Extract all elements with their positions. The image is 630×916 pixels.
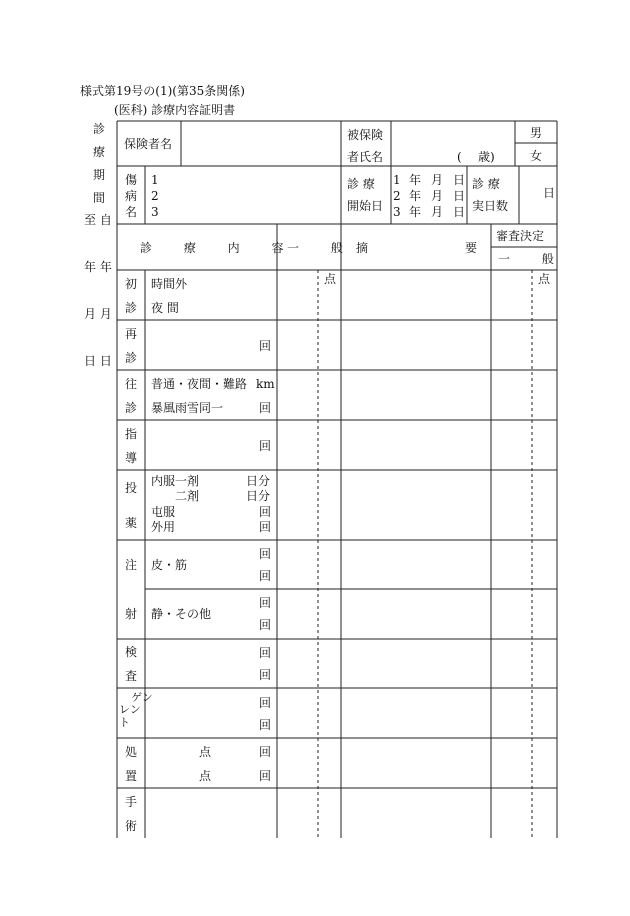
actual-days-unit: 日 — [543, 186, 556, 200]
touyaku-external-unit: 回 — [259, 520, 272, 534]
shido-unit: 回 — [259, 439, 272, 453]
female-label: 女 — [530, 149, 543, 163]
shujutsu-char-1: 手 — [125, 795, 138, 809]
shochi-char-1: 処 — [125, 745, 138, 759]
form-subtitle: (医科) 診療内容証明書 — [114, 103, 236, 117]
header-summary-1: 摘 — [356, 241, 369, 255]
oushin-line-1: 普通・夜間・難路 — [151, 377, 248, 391]
start-row-1-year: 年 — [409, 173, 422, 187]
period-char-2: 療 — [93, 145, 106, 159]
disease-num-3: 3 — [151, 205, 159, 219]
age-close: 歳) — [478, 150, 495, 164]
xray-char-1: レン — [119, 703, 141, 716]
shido-char-1: 指 — [125, 427, 138, 441]
kensa-char-2: 査 — [125, 669, 138, 683]
oushin-km: km — [256, 377, 275, 391]
period-month: 月 月 — [84, 307, 112, 321]
xray-char-1b: ト — [119, 716, 130, 729]
start-row-1-month: 月 — [431, 173, 444, 187]
shochi-point-1: 点 — [199, 745, 212, 759]
shochi-unit-2: 回 — [259, 769, 272, 783]
start-row-1-num: 1 — [393, 173, 401, 187]
touyaku-oral-2: 二剤 — [175, 489, 200, 503]
shochi-char-2: 置 — [125, 769, 138, 783]
oushin-char-2: 診 — [125, 401, 138, 415]
oushin-char-1: 往 — [125, 377, 138, 391]
actual-days-label-1: 診 療 — [472, 177, 500, 191]
period-char-4: 間 — [93, 191, 106, 205]
saishin-char-1: 再 — [125, 327, 138, 341]
chusha-unit-2: 回 — [259, 569, 272, 583]
shochi-point-2: 点 — [199, 769, 212, 783]
touyaku-oral-2-unit: 日分 — [246, 489, 271, 503]
kensa-char-1: 検 — [125, 645, 138, 659]
chusha-unit-4: 回 — [259, 618, 272, 632]
chusha-unit-3: 回 — [259, 596, 272, 610]
chusha-char-1: 注 — [125, 558, 138, 572]
period-char-1: 診 — [93, 122, 106, 136]
touyaku-tonpuku: 屯服 — [151, 505, 176, 519]
touyaku-oral-1: 内服一剤 — [151, 474, 200, 488]
header-general: 一 般 — [287, 241, 357, 255]
chusha-intravenous: 静・その他 — [151, 607, 212, 621]
xray-unit-1: 回 — [259, 696, 272, 710]
start-row-3-month: 月 — [431, 205, 444, 219]
male-label: 男 — [530, 126, 543, 140]
shochi-unit-1: 回 — [259, 745, 272, 759]
saishin-char-2: 診 — [125, 351, 138, 365]
insured-label-2: 者氏名 — [347, 150, 384, 164]
start-row-2-num: 2 — [393, 189, 401, 203]
xray-unit-2: 回 — [259, 718, 272, 732]
actual-days-label-2: 実日数 — [472, 199, 509, 213]
disease-char-2: 病 — [125, 189, 138, 203]
header-review-decision: 審査決定 — [496, 229, 545, 243]
header-summary-2: 要 — [465, 241, 478, 255]
insurer-name-label: 保険者名 — [124, 137, 173, 151]
chusha-char-2: 射 — [125, 607, 138, 621]
oushin-unit: 回 — [259, 401, 272, 415]
disease-num-1: 1 — [151, 173, 159, 187]
touyaku-external: 外用 — [151, 520, 176, 534]
start-row-1-day: 日 — [453, 173, 466, 187]
disease-char-1: 傷 — [125, 173, 138, 187]
chusha-unit-1: 回 — [259, 547, 272, 561]
kensa-unit-1: 回 — [259, 646, 272, 660]
form-number: 様式第19号の(1)(第35条関係) — [80, 84, 245, 98]
shido-char-2: 導 — [125, 451, 138, 465]
disease-char-3: 名 — [125, 205, 138, 219]
touyaku-tonpuku-unit: 回 — [259, 505, 272, 519]
touyaku-char-1: 投 — [125, 481, 138, 495]
chusha-subcutaneous: 皮・筋 — [151, 558, 188, 572]
touyaku-char-2: 薬 — [125, 516, 138, 530]
xray-char-2: ゲン — [131, 691, 153, 704]
saishin-unit: 回 — [259, 339, 272, 353]
review-points-unit: 点 — [538, 272, 551, 286]
start-row-3-num: 3 — [393, 205, 401, 219]
oushin-line-2: 暴風雨雪同一 — [151, 401, 224, 415]
start-row-3-day: 日 — [453, 205, 466, 219]
start-row-2-day: 日 — [453, 189, 466, 203]
period-day: 日 日 — [84, 354, 112, 368]
general-points-unit: 点 — [324, 272, 337, 286]
start-row-3-year: 年 — [409, 205, 422, 219]
shoshin-char-1: 初 — [125, 277, 138, 291]
period-from-to: 至 自 — [84, 213, 112, 227]
header-review-general: 一 般 — [498, 252, 568, 266]
header-content: 診 療 内 容 — [140, 241, 298, 255]
start-label-1: 診 療 — [347, 177, 375, 191]
shoshin-night: 夜 間 — [151, 301, 179, 315]
disease-num-2: 2 — [151, 189, 159, 203]
period-char-3: 期 — [93, 168, 106, 182]
age-open: ( — [457, 150, 462, 164]
kensa-unit-2: 回 — [259, 668, 272, 682]
start-label-2: 開始日 — [347, 199, 384, 213]
insured-label-1: 被保険 — [347, 128, 384, 142]
start-row-2-month: 月 — [431, 189, 444, 203]
shoshin-overtime: 時間外 — [151, 277, 188, 291]
period-year: 年 年 — [84, 260, 112, 274]
touyaku-oral-1-unit: 日分 — [246, 474, 271, 488]
start-row-2-year: 年 — [409, 189, 422, 203]
shujutsu-char-2: 術 — [125, 819, 138, 833]
shoshin-char-2: 診 — [125, 301, 138, 315]
